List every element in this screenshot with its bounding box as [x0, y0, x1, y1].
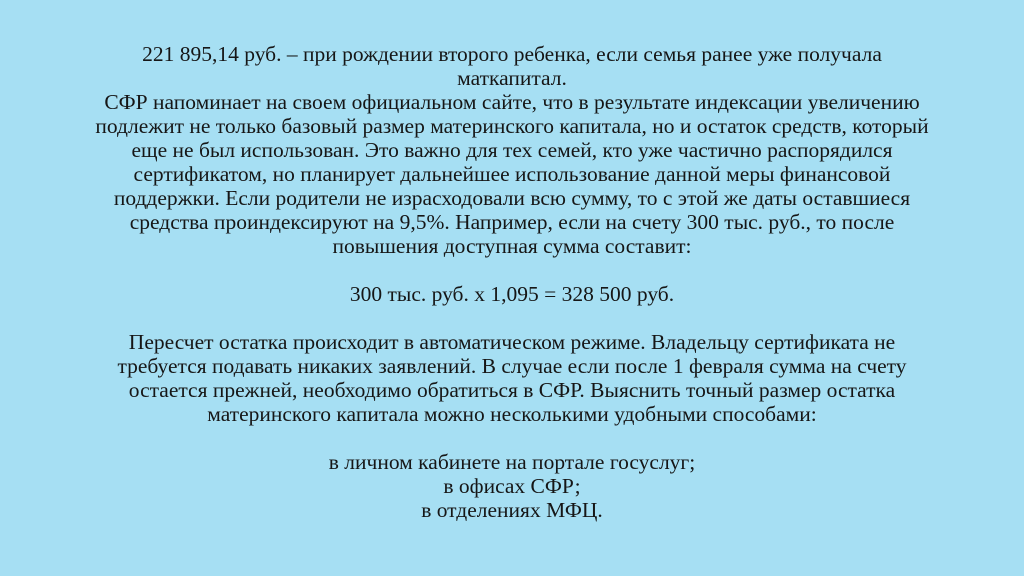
spacer — [30, 258, 994, 282]
text-line: Пересчет остатка происходит в автоматическом режиме. Владельцу сертификата не — [128, 330, 896, 354]
text-line: повышения доступная сумма составит: — [332, 234, 692, 258]
text-line: подлежит не только базовый размер материнского капитала, но и остаток средств, который — [95, 114, 929, 138]
text-line: еще не был использован. Это важно для тех семей, кто уже частично распорядился — [131, 138, 893, 162]
methods-list — [30, 450, 994, 522]
spacer — [30, 306, 994, 330]
text-line: маткапитал. — [457, 66, 567, 90]
method-item: в отделениях МФЦ. — [421, 498, 603, 522]
text-line: 221 895,14 руб. – при рождении второго ребенка, если семья ранее уже получала — [142, 42, 882, 66]
text-line: сертификатом, но планирует дальнейшее использование данной меры финансовой — [133, 162, 891, 186]
text-line: материнского капитала можно несколькими удобными способами: — [207, 402, 817, 426]
text-line: средства проиндексируют на 9,5%. Например, если на счету 300 тыс. руб., то после — [129, 210, 895, 234]
text-line: СФР напоминает на своем официальном сайте, что в результате индексации увеличению — [104, 90, 920, 114]
text-line: требуется подавать никаких заявлений. В случае если после 1 февраля сумма на счету — [117, 354, 907, 378]
text-line: остается прежней, необходимо обратиться в СФР. Выяснить точный размер остатка — [128, 378, 896, 402]
recalculation-paragraph — [30, 330, 994, 426]
formula-line: 300 тыс. руб. х 1,095 = 328 500 руб. — [349, 282, 675, 306]
text-line: поддержки. Если родители не израсходовали всю сумму, то с этой же даты оставшиеся — [113, 186, 911, 210]
intro-paragraph — [30, 42, 994, 258]
spacer — [30, 426, 994, 450]
method-item: в личном кабинете на портале госуслуг; — [328, 450, 696, 474]
method-item: в офисах СФР; — [443, 474, 581, 498]
